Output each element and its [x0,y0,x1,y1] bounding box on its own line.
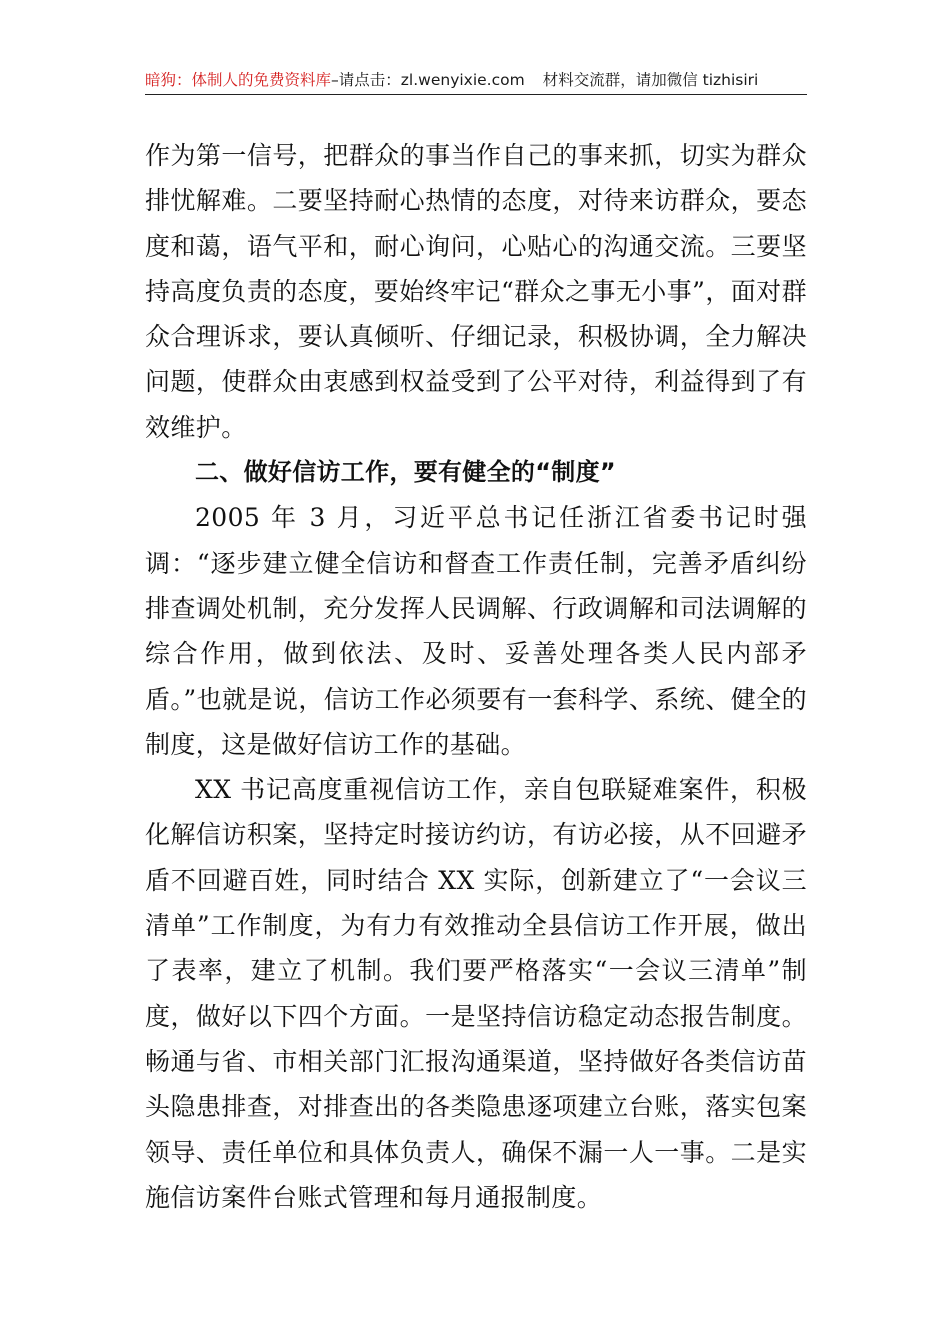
paragraph-quote: 2005 年 3 月，习近平总书记任浙江省委书记时强调：“逐步建立健全信访和督查工作责任制，完善矛盾纠纷排查调处机制，充分发挥人民调解、行政调解和司法调解的综合作用，做到依法、及时、妥善处理各类人民内部矛盾。”也就是说，信访工作必须要有一套科学、系统、健全的制度，这是做好信访工作的基础。 [145,503,807,759]
page-header [145,66,807,95]
paragraph-system: XX 书记高度重视信访工作，亲自包联疑难案件，积极化解信访积案，坚持定时接访约访，有访必接，从不回避矛盾不回避百姓，同时结合 XX 实际，创新建立了“一会议三清单”工作制度，为有力有效推动全县信访工作开展，做出了表率，建立了机制。我们要严格落实“一会议三清单”制度，做好以下四个方面。一是坚持信访稳定动态报告制度。畅通与省、市相关部门汇报沟通渠道，坚持做好各类信访苗头隐患排查，对排查出的各类隐患逐项建立台账，落实包案领导、责任单位和具体负责人，确保不漏一人一事。二是实施信访案件台账式管理和每月通报制度。 [145,775,807,1212]
header-prompt: –请点击： [331,71,401,89]
document-body [145,133,807,1220]
header-url-link[interactable]: zl.wenyixie.com [400,71,525,89]
header-brand: 暗狗：体制人的免费资料库 [145,71,332,89]
paragraph-continuation: 作为第一信号，把群众的事当作自己的事来抓，切实为群众排忧解难。二要坚持耐心热情的态度，对待来访群众，要态度和蔼，语气平和，耐心询问，心贴心的沟通交流。三要坚持高度负责的态度，要始终牢记“群众之事无小事”，面对群众合理诉求，要认真倾听、仔细记录，积极协调，全力解决问题，使群众由衷感到权益受到了公平对待，利益得到了有效维护。 [145,141,807,442]
header-contact: 材料交流群，请加微信 tizhisiri [542,71,759,89]
section-heading: 二、做好信访工作，要有健全的“制度” [195,458,616,487]
